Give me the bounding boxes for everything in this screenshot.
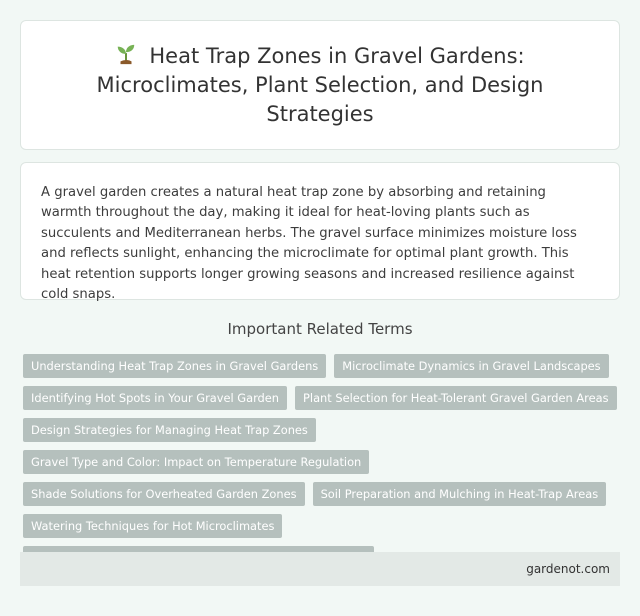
- term-tag[interactable]: Soil Preparation and Mulching in Heat-Trap Areas: [313, 482, 607, 506]
- related-terms-heading: Important Related Terms: [227, 320, 413, 338]
- summary-card: [20, 162, 620, 303]
- term-tag[interactable]: Watering Techniques for Hot Microclimates: [23, 514, 282, 538]
- title-card: [20, 20, 620, 150]
- term-tag[interactable]: Identifying Hot Spots in Your Gravel Garden: [23, 386, 287, 410]
- page-title-text: Heat Trap Zones in Gravel Gardens: Microclimates, Plant Selection, and Design Strategies: [96, 43, 544, 126]
- summary-text: A gravel garden creates a natural heat trap zone by absorbing and retaining warmth throughout the day, making it ideal for heat-loving plants such as succulents and Mediterranean herbs. The gravel surface minimizes moisture loss and reflects sunlight, enhancing the microclimate for optimal plant growth. This heat retention supports longer growing seasons and increased resilience against cold snaps.: [41, 185, 577, 303]
- related-terms-list: [23, 354, 623, 570]
- footer: [20, 552, 620, 586]
- term-tag[interactable]: Gravel Type and Color: Impact on Temperature Regulation: [23, 450, 369, 474]
- term-tag[interactable]: Shade Solutions for Overheated Garden Zones: [23, 482, 305, 506]
- term-tag[interactable]: Understanding Heat Trap Zones in Gravel Gardens: [23, 354, 326, 378]
- footer-site-link[interactable]: gardenot.com: [526, 562, 610, 576]
- page-title: [61, 42, 579, 129]
- term-tag[interactable]: Design Strategies for Managing Heat Trap Zones: [23, 418, 316, 442]
- seedling-icon: [115, 43, 137, 65]
- term-tag[interactable]: Microclimate Dynamics in Gravel Landscapes: [334, 354, 608, 378]
- term-tag[interactable]: Plant Selection for Heat-Tolerant Gravel Garden Areas: [295, 386, 616, 410]
